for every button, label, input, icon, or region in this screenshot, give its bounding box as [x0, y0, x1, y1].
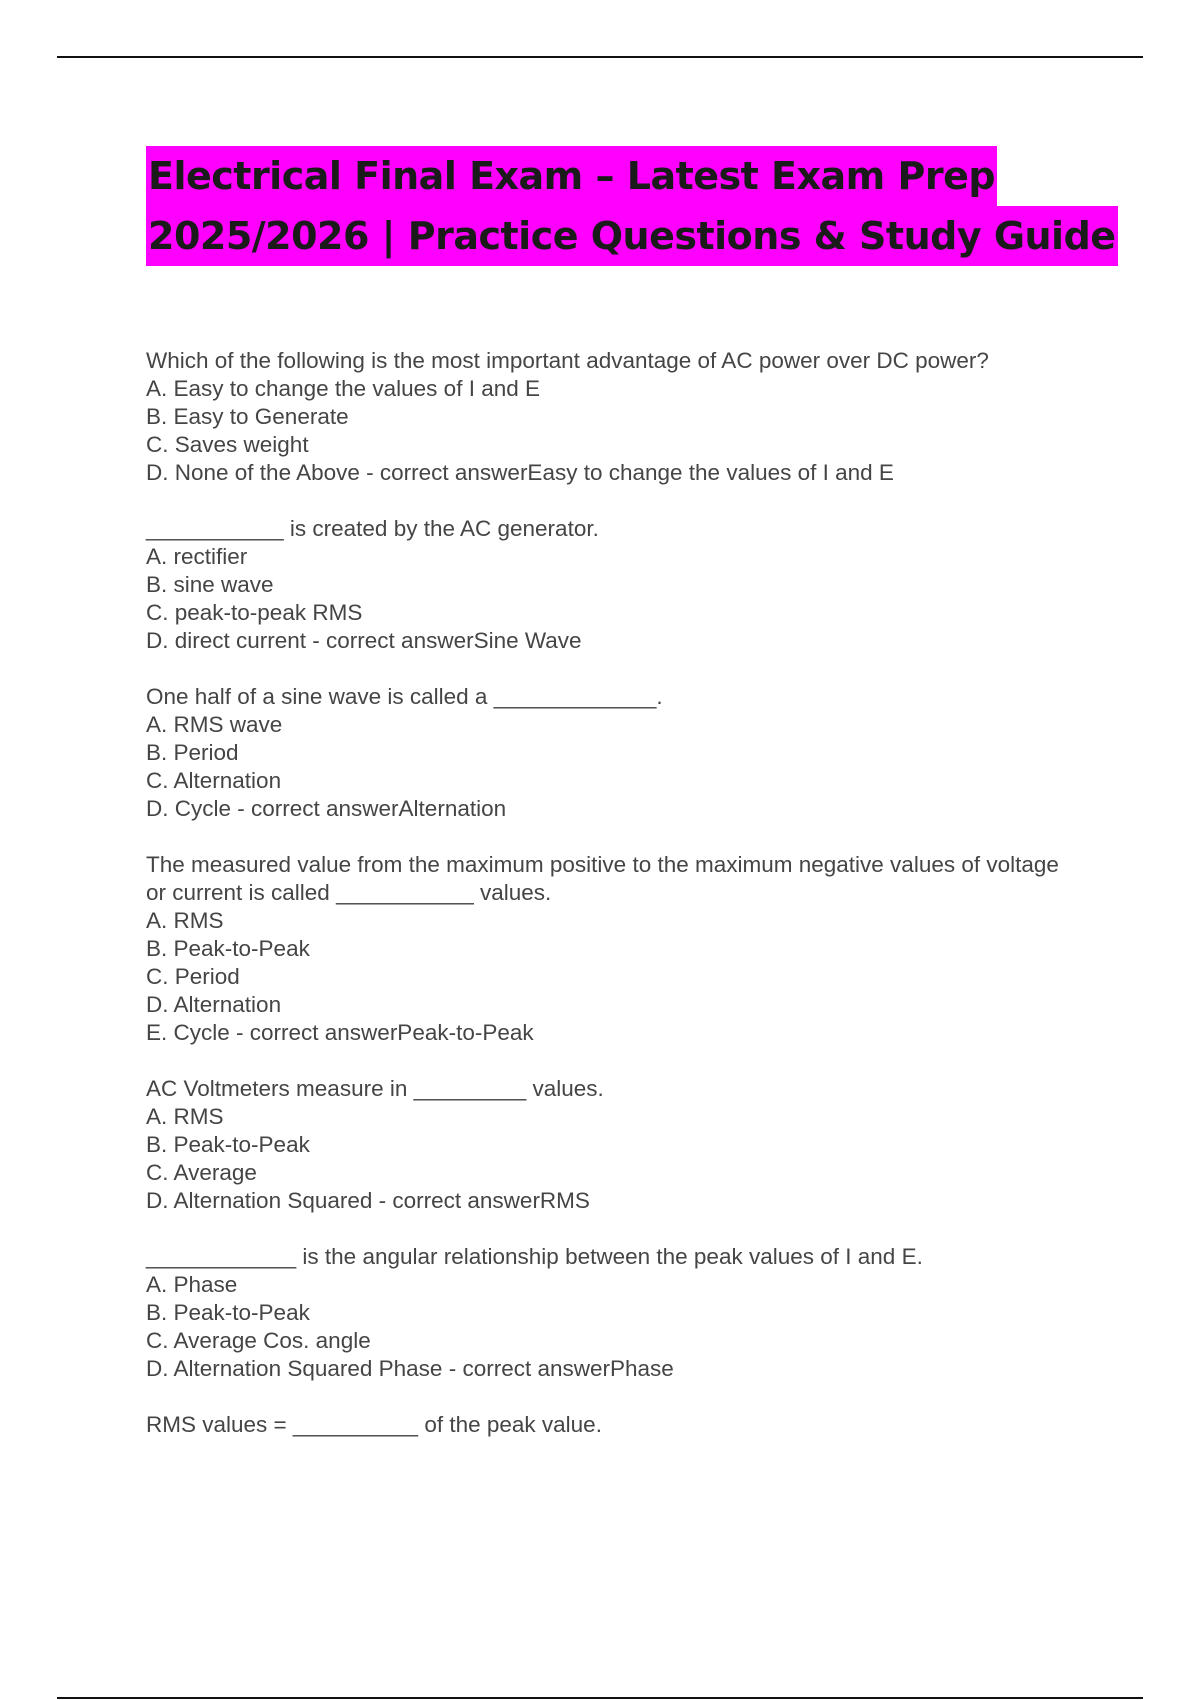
- answer-option: B. Peak-to-Peak: [146, 936, 310, 961]
- answer-option: C. Saves weight: [146, 432, 309, 457]
- header-rule: [57, 56, 1143, 58]
- answer-option: B. sine wave: [146, 572, 274, 597]
- answer-option: A. Phase: [146, 1272, 238, 1297]
- question-stem: ____________ is the angular relationship between the peak values of I and E.: [146, 1244, 923, 1269]
- document-title: [146, 146, 1118, 266]
- answer-option: A. RMS: [146, 1104, 224, 1129]
- answer-option: D. Alternation Squared - correct answerRMS: [146, 1188, 590, 1213]
- question-5: [146, 1075, 1076, 1215]
- answer-option: A. Easy to change the values of I and E: [146, 376, 541, 401]
- answer-option: C. Average Cos. angle: [146, 1328, 371, 1353]
- answer-option: C. Period: [146, 964, 240, 989]
- answer-option: D. Cycle - correct answerAlternation: [146, 796, 507, 821]
- answer-option: B. Period: [146, 740, 239, 765]
- answer-option: B. Easy to Generate: [146, 404, 349, 429]
- footer-rule: [57, 1697, 1143, 1699]
- question-3: [146, 683, 1076, 823]
- question-7: [146, 1411, 1076, 1439]
- answer-option: D. Alternation Squared Phase - correct answerPhase: [146, 1356, 674, 1381]
- title-line-1: Electrical Final Exam – Latest Exam Prep: [146, 146, 997, 206]
- answer-option: D. None of the Above - correct answerEasy to change the values of I and E: [146, 460, 894, 485]
- question-stem: Which of the following is the most important advantage of AC power over DC power?: [146, 348, 989, 373]
- answer-option: E. Cycle - correct answerPeak-to-Peak: [146, 1020, 534, 1045]
- answer-option: A. RMS: [146, 908, 224, 933]
- question-1: [146, 347, 1076, 487]
- answer-option: D. direct current - correct answerSine Wave: [146, 628, 582, 653]
- answer-option: D. Alternation: [146, 992, 282, 1017]
- answer-option: C. peak-to-peak RMS: [146, 600, 363, 625]
- answer-option: B. Peak-to-Peak: [146, 1132, 310, 1157]
- question-stem: The measured value from the maximum positive to the maximum negative values of voltage or current is called ___________ values.: [146, 852, 1059, 905]
- answer-option: A. rectifier: [146, 544, 248, 569]
- question-stem: RMS values = __________ of the peak value.: [146, 1412, 602, 1437]
- question-2: [146, 515, 1076, 655]
- question-stem: AC Voltmeters measure in _________ values.: [146, 1076, 604, 1101]
- question-6: [146, 1243, 1076, 1383]
- answer-option: B. Peak-to-Peak: [146, 1300, 310, 1325]
- answer-option: C. Alternation: [146, 768, 282, 793]
- title-line-2: 2025/2026 | Practice Questions & Study Guide: [146, 206, 1118, 266]
- question-4: [146, 851, 1076, 1047]
- question-stem: ___________ is created by the AC generator.: [146, 516, 599, 541]
- question-stem: One half of a sine wave is called a _____________.: [146, 684, 663, 709]
- answer-option: C. Average: [146, 1160, 257, 1185]
- question-list: [146, 347, 1076, 1467]
- answer-option: A. RMS wave: [146, 712, 283, 737]
